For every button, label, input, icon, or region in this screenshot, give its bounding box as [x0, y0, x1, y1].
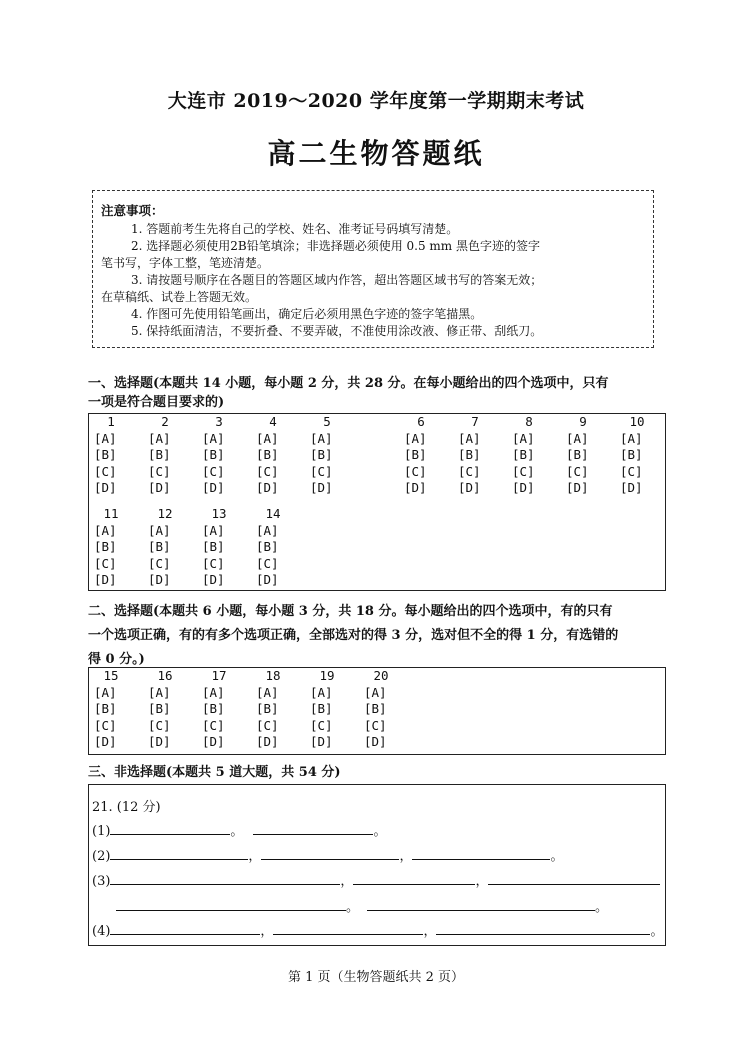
question-number: 18	[265, 668, 281, 683]
notice-line: 4. 作图可先使用铅笔画出，确定后必须用黑色字迹的签字笔描黑。	[131, 307, 483, 321]
answer-bubble[interactable]: [A]	[566, 430, 589, 446]
answer-bubble[interactable]: [C]	[202, 463, 225, 479]
answer-blank[interactable]	[110, 922, 260, 935]
question-number: 7	[471, 414, 479, 429]
answer-blank[interactable]	[412, 847, 550, 860]
answer-blank[interactable]	[110, 872, 340, 885]
choice-question	[94, 414, 134, 497]
answer-bubble[interactable]: [B]	[620, 447, 643, 462]
part-label: (3)	[92, 874, 111, 889]
question-number: 17	[211, 668, 227, 683]
answer-blank[interactable]	[436, 922, 650, 935]
question-number: 12	[157, 506, 173, 521]
answer-blank[interactable]	[353, 872, 475, 885]
answer-bubble[interactable]: [A]	[202, 522, 225, 538]
choice-question	[404, 414, 444, 497]
answer-bubble[interactable]: [C]	[94, 555, 117, 571]
question-number: 11	[103, 506, 119, 521]
answer-bubble[interactable]: [A]	[202, 430, 225, 446]
section1-heading: 一项是符合题目要求的)	[88, 395, 225, 410]
q21-part2	[92, 845, 563, 864]
answer-bubble[interactable]: [A]	[620, 430, 643, 446]
answer-bubble[interactable]: [C]	[310, 463, 333, 479]
notice-line: 笔书写，字体工整，笔迹清楚。	[101, 256, 270, 270]
question-number: 1	[107, 414, 115, 429]
page-subtitle: 高二生物答题纸	[267, 137, 485, 170]
choice-question	[512, 414, 552, 497]
question-number: 10	[629, 414, 645, 429]
answer-bubble[interactable]: [D]	[566, 480, 589, 495]
answer-bubble[interactable]: [A]	[202, 684, 225, 700]
answer-blank[interactable]	[273, 922, 423, 935]
choice-question	[148, 414, 188, 497]
question-number: 4	[269, 414, 277, 429]
answer-bubble[interactable]: [D]	[512, 480, 535, 495]
answer-bubble[interactable]: [B]	[256, 447, 279, 462]
answer-bubble[interactable]: [A]	[148, 684, 171, 700]
part-label: (1)	[92, 824, 111, 839]
notice-line: 3. 请按题号顺序在各题目的答题区域内作答，超出答题区域书写的答案无效；	[131, 273, 543, 287]
page-title: 大连市 2019～2020 学年度第一学期期末考试	[167, 90, 585, 112]
answer-bubble[interactable]: [D]	[148, 734, 171, 749]
answer-bubble[interactable]: [C]	[404, 463, 427, 479]
question-number: 6	[417, 414, 425, 429]
question-number: 19	[319, 668, 335, 683]
choice-question	[256, 506, 296, 589]
question-number: 15	[103, 668, 119, 683]
answer-bubble[interactable]: [C]	[364, 717, 387, 733]
q21-title: 21. (12 分)	[92, 800, 161, 815]
answer-bubble[interactable]: [B]	[310, 447, 333, 462]
answer-bubble[interactable]: [C]	[202, 555, 225, 571]
answer-bubble[interactable]: [B]	[148, 539, 171, 554]
choice-question	[148, 506, 188, 589]
notice-line: 在草稿纸、试卷上答题无效。	[101, 290, 258, 304]
choice-question	[94, 668, 134, 751]
answer-bubble[interactable]: [C]	[148, 555, 171, 571]
answer-bubble[interactable]: [C]	[620, 463, 643, 479]
answer-bubble[interactable]: [B]	[310, 701, 333, 716]
section2-heading: 得 0 分。)	[88, 652, 145, 667]
choice-question	[256, 414, 296, 497]
answer-bubble[interactable]: [D]	[202, 572, 225, 587]
choice-question	[202, 506, 242, 589]
answer-bubble[interactable]: [A]	[512, 430, 535, 446]
q21-part3-cont	[116, 896, 608, 915]
notice-box	[92, 190, 654, 348]
question-number: 3	[215, 414, 223, 429]
section3-heading: 三、非选择题(本题共 5 道大题，共 54 分)	[88, 765, 341, 780]
question-number: 16	[157, 668, 173, 683]
answer-bubble[interactable]: [A]	[256, 430, 279, 446]
answer-bubble[interactable]: [B]	[364, 701, 387, 716]
answer-bubble[interactable]: [B]	[202, 539, 225, 554]
answer-bubble[interactable]: [A]	[458, 430, 481, 446]
notice-title: 注意事项：	[101, 203, 164, 218]
question-number: 5	[323, 414, 331, 429]
choice-question	[310, 668, 350, 751]
answer-bubble[interactable]: [B]	[458, 447, 481, 462]
question-number: 2	[161, 414, 169, 429]
answer-bubble[interactable]: [C]	[512, 463, 535, 479]
answer-bubble[interactable]: [A]	[94, 522, 117, 538]
answer-bubble[interactable]: [D]	[364, 734, 387, 749]
punct: ，	[340, 874, 354, 889]
punct: 。	[650, 924, 664, 939]
answer-bubble[interactable]: [C]	[94, 463, 117, 479]
punct: ，	[423, 924, 437, 939]
q21-part4	[92, 920, 663, 939]
answer-bubble[interactable]: [C]	[148, 717, 171, 733]
answer-bubble[interactable]: [A]	[148, 522, 171, 538]
q21-part3	[92, 870, 660, 889]
answer-bubble[interactable]: [C]	[256, 717, 279, 733]
answer-bubble[interactable]: [D]	[202, 734, 225, 749]
answer-bubble[interactable]: [B]	[148, 447, 171, 462]
part-label: (2)	[92, 849, 111, 864]
choice-question	[202, 414, 242, 497]
answer-bubble[interactable]: [D]	[148, 572, 171, 587]
punct: 。	[373, 824, 387, 839]
question-number: 13	[211, 506, 227, 521]
answer-bubble[interactable]: [A]	[256, 684, 279, 700]
section1-heading: 一、选择题(本题共 14 小题，每小题 2 分，共 28 分。在每小题给出的四个选项中，只有	[88, 376, 609, 391]
answer-bubble[interactable]: [C]	[94, 717, 117, 733]
answer-blank[interactable]	[110, 847, 248, 860]
answer-bubble[interactable]: [A]	[94, 684, 117, 700]
punct: ，	[260, 924, 274, 939]
answer-bubble[interactable]: [B]	[94, 447, 117, 462]
punct: ，	[248, 849, 262, 864]
answer-bubble[interactable]: [B]	[94, 539, 117, 554]
answer-bubble[interactable]: [C]	[566, 463, 589, 479]
choice-question	[458, 414, 498, 497]
q21-part1	[92, 820, 386, 839]
part-label: (4)	[92, 924, 111, 939]
answer-bubble[interactable]: [A]	[404, 430, 427, 446]
answer-blank[interactable]	[261, 847, 399, 860]
answer-blank[interactable]	[116, 898, 346, 911]
answer-bubble[interactable]: [A]	[256, 522, 279, 538]
choice-question	[94, 506, 134, 589]
question-number: 8	[525, 414, 533, 429]
punct: 。	[595, 900, 609, 915]
answer-bubble[interactable]: [D]	[202, 480, 225, 495]
answer-bubble[interactable]: [B]	[256, 701, 279, 716]
choice-question	[310, 414, 350, 497]
answer-bubble[interactable]: [B]	[256, 539, 279, 554]
answer-bubble[interactable]: [B]	[148, 701, 171, 716]
question-number: 14	[265, 506, 281, 521]
answer-bubble[interactable]: [A]	[364, 684, 387, 700]
answer-bubble[interactable]: [D]	[256, 480, 279, 495]
answer-bubble[interactable]: [D]	[310, 734, 333, 749]
answer-bubble[interactable]: [C]	[202, 717, 225, 733]
section2-heading: 一个选项正确，有的有多个选项正确，全部选对的得 3 分，选对但不全的得 1 分，有选错的	[88, 628, 619, 643]
answer-bubble[interactable]: [D]	[94, 572, 117, 587]
answer-bubble[interactable]: [D]	[148, 480, 171, 495]
choice-question	[620, 414, 660, 497]
answer-bubble[interactable]: [A]	[94, 430, 117, 446]
choice-question	[148, 668, 188, 751]
answer-bubble[interactable]: [A]	[148, 430, 171, 446]
answer-bubble[interactable]: [A]	[310, 430, 333, 446]
question-number: 20	[373, 668, 389, 683]
punct: ，	[399, 849, 413, 864]
answer-blank[interactable]	[488, 872, 660, 885]
answer-bubble[interactable]: [D]	[256, 572, 279, 587]
answer-bubble[interactable]: [B]	[202, 447, 225, 462]
answer-bubble[interactable]: [C]	[148, 463, 171, 479]
notice-line: 1. 答题前考生先将自己的学校、姓名、准考证号码填写清楚。	[131, 222, 459, 236]
answer-bubble[interactable]: [D]	[620, 480, 643, 495]
answer-bubble[interactable]: [B]	[94, 701, 117, 716]
choice-question	[256, 668, 296, 751]
answer-bubble[interactable]: [C]	[256, 555, 279, 571]
answer-bubble[interactable]: [C]	[310, 717, 333, 733]
answer-bubble[interactable]: [B]	[512, 447, 535, 462]
answer-bubble[interactable]: [C]	[256, 463, 279, 479]
answer-bubble[interactable]: [D]	[458, 480, 481, 495]
answer-bubble[interactable]: [D]	[94, 480, 117, 495]
punct: 。	[550, 849, 564, 864]
answer-blank[interactable]	[253, 822, 373, 835]
answer-bubble[interactable]: [C]	[458, 463, 481, 479]
answer-bubble[interactable]: [D]	[310, 480, 333, 495]
answer-blank[interactable]	[367, 898, 595, 911]
notice-line: 5. 保持纸面清洁，不要折叠、不要弄破，不准使用涂改液、修正带、刮纸刀。	[131, 324, 543, 338]
answer-blank[interactable]	[110, 822, 230, 835]
punct: 。	[346, 900, 360, 915]
answer-bubble[interactable]: [A]	[310, 684, 333, 700]
answer-bubble[interactable]: [D]	[256, 734, 279, 749]
answer-bubble[interactable]: [D]	[94, 734, 117, 749]
punct: 。	[230, 824, 244, 839]
choice-question	[364, 668, 404, 751]
page-footer: 第 1 页（生物答题纸共 2 页）	[287, 970, 465, 985]
section2-heading: 二、选择题(本题共 6 小题，每小题 3 分，共 18 分。每小题给出的四个选项中，有的只有	[88, 604, 613, 619]
answer-bubble[interactable]: [D]	[404, 480, 427, 495]
answer-bubble[interactable]: [B]	[404, 447, 427, 462]
answer-bubble[interactable]: [B]	[566, 447, 589, 462]
choice-question	[566, 414, 606, 497]
answer-bubble[interactable]: [B]	[202, 701, 225, 716]
punct: ，	[475, 874, 489, 889]
choice-question	[202, 668, 242, 751]
notice-line: 2. 选择题必须使用2B铅笔填涂；非选择题必须使用 0.5 mm 黑色字迹的签字	[131, 239, 541, 253]
question-number: 9	[579, 414, 587, 429]
